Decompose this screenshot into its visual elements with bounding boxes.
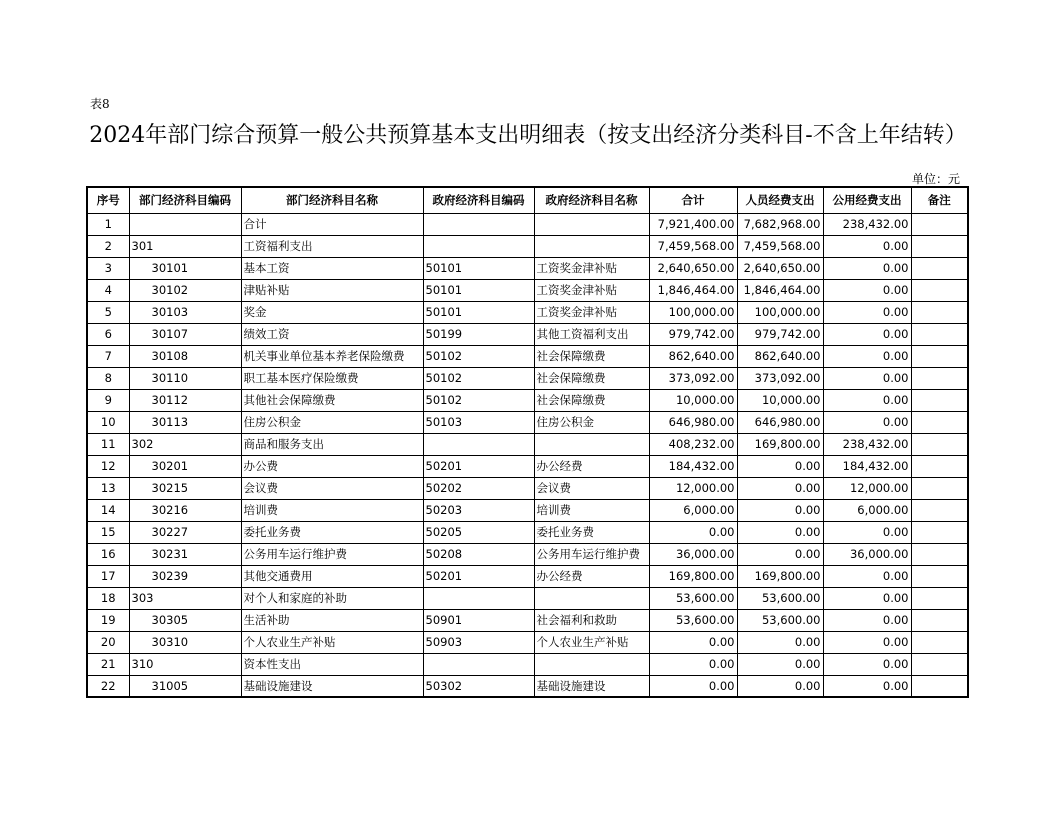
note-cell <box>911 235 968 257</box>
gov-code-cell: 50201 <box>423 455 534 477</box>
note-cell <box>911 455 968 477</box>
public-cell: 0.00 <box>823 279 911 301</box>
table-row <box>87 653 968 675</box>
dept-code-cell: 301 <box>129 235 241 257</box>
public-cell: 6,000.00 <box>823 499 911 521</box>
total-cell: 7,459,568.00 <box>649 235 737 257</box>
public-cell: 0.00 <box>823 367 911 389</box>
personnel-cell: 373,092.00 <box>737 367 823 389</box>
row-seq: 16 <box>87 543 129 565</box>
gov-name-cell: 社会保障缴费 <box>534 389 649 411</box>
note-cell <box>911 499 968 521</box>
dept-name-cell: 合计 <box>241 213 423 235</box>
dept-code-cell: 31005 <box>129 675 241 697</box>
dept-code-cell: 30113 <box>129 411 241 433</box>
dept-code-cell: 30215 <box>129 477 241 499</box>
row-seq: 4 <box>87 279 129 301</box>
table-row <box>87 367 968 389</box>
dept-name-cell: 其他交通费用 <box>241 565 423 587</box>
personnel-cell: 0.00 <box>737 521 823 543</box>
total-cell: 2,640,650.00 <box>649 257 737 279</box>
dept-name-cell: 住房公积金 <box>241 411 423 433</box>
column-header: 备注 <box>911 187 968 213</box>
note-cell <box>911 257 968 279</box>
table-row <box>87 279 968 301</box>
note-cell <box>911 411 968 433</box>
public-cell: 0.00 <box>823 257 911 279</box>
public-cell: 0.00 <box>823 565 911 587</box>
dept-code-cell: 30103 <box>129 301 241 323</box>
row-seq: 19 <box>87 609 129 631</box>
row-seq: 3 <box>87 257 129 279</box>
dept-name-cell: 基础设施建设 <box>241 675 423 697</box>
row-seq: 15 <box>87 521 129 543</box>
total-cell: 12,000.00 <box>649 477 737 499</box>
note-cell <box>911 609 968 631</box>
gov-code-cell: 50102 <box>423 389 534 411</box>
row-seq: 5 <box>87 301 129 323</box>
dept-name-cell: 培训费 <box>241 499 423 521</box>
total-cell: 53,600.00 <box>649 587 737 609</box>
total-cell: 979,742.00 <box>649 323 737 345</box>
table-row <box>87 257 968 279</box>
total-cell: 169,800.00 <box>649 565 737 587</box>
total-cell: 7,921,400.00 <box>649 213 737 235</box>
table-row <box>87 521 968 543</box>
total-cell: 862,640.00 <box>649 345 737 367</box>
public-cell: 0.00 <box>823 345 911 367</box>
note-cell <box>911 587 968 609</box>
gov-code-cell: 50302 <box>423 675 534 697</box>
column-header: 政府经济科目编码 <box>423 187 534 213</box>
total-cell: 0.00 <box>649 653 737 675</box>
public-cell: 184,432.00 <box>823 455 911 477</box>
personnel-cell: 0.00 <box>737 455 823 477</box>
dept-name-cell: 公务用车运行维护费 <box>241 543 423 565</box>
gov-code-cell <box>423 433 534 455</box>
public-cell: 0.00 <box>823 675 911 697</box>
note-cell <box>911 565 968 587</box>
total-cell: 1,846,464.00 <box>649 279 737 301</box>
note-cell <box>911 675 968 697</box>
note-cell <box>911 367 968 389</box>
total-cell: 0.00 <box>649 521 737 543</box>
total-cell: 0.00 <box>649 675 737 697</box>
dept-code-cell: 30231 <box>129 543 241 565</box>
gov-code-cell <box>423 653 534 675</box>
note-cell <box>911 389 968 411</box>
gov-name-cell: 社会保障缴费 <box>534 345 649 367</box>
gov-code-cell: 50203 <box>423 499 534 521</box>
public-cell: 0.00 <box>823 521 911 543</box>
column-header: 部门经济科目编码 <box>129 187 241 213</box>
gov-code-cell: 50101 <box>423 257 534 279</box>
dept-code-cell: 30216 <box>129 499 241 521</box>
personnel-cell: 2,640,650.00 <box>737 257 823 279</box>
gov-code-cell <box>423 587 534 609</box>
table-header-row <box>87 187 968 213</box>
dept-name-cell: 职工基本医疗保险缴费 <box>241 367 423 389</box>
personnel-cell: 53,600.00 <box>737 587 823 609</box>
gov-code-cell: 50101 <box>423 301 534 323</box>
note-cell <box>911 213 968 235</box>
gov-name-cell: 委托业务费 <box>534 521 649 543</box>
personnel-cell: 0.00 <box>737 631 823 653</box>
row-seq: 10 <box>87 411 129 433</box>
gov-name-cell: 工资奖金津补贴 <box>534 279 649 301</box>
personnel-cell: 7,459,568.00 <box>737 235 823 257</box>
gov-name-cell: 办公经费 <box>534 455 649 477</box>
dept-code-cell <box>129 213 241 235</box>
gov-code-cell: 50102 <box>423 367 534 389</box>
table-row <box>87 609 968 631</box>
dept-name-cell: 个人农业生产补贴 <box>241 631 423 653</box>
dept-code-cell: 30239 <box>129 565 241 587</box>
gov-name-cell <box>534 213 649 235</box>
table-row <box>87 433 968 455</box>
row-seq: 12 <box>87 455 129 477</box>
dept-code-cell: 30101 <box>129 257 241 279</box>
table-row <box>87 631 968 653</box>
note-cell <box>911 345 968 367</box>
column-header: 序号 <box>87 187 129 213</box>
dept-name-cell: 对个人和家庭的补助 <box>241 587 423 609</box>
gov-code-cell: 50199 <box>423 323 534 345</box>
total-cell: 184,432.00 <box>649 455 737 477</box>
dept-code-cell: 302 <box>129 433 241 455</box>
table-body <box>87 213 968 697</box>
table-row <box>87 323 968 345</box>
total-cell: 646,980.00 <box>649 411 737 433</box>
row-seq: 20 <box>87 631 129 653</box>
column-header: 政府经济科目名称 <box>534 187 649 213</box>
gov-code-cell: 50901 <box>423 609 534 631</box>
gov-name-cell: 会议费 <box>534 477 649 499</box>
row-seq: 11 <box>87 433 129 455</box>
dept-name-cell: 机关事业单位基本养老保险缴费 <box>241 345 423 367</box>
dept-code-cell: 30110 <box>129 367 241 389</box>
table-row <box>87 411 968 433</box>
dept-code-cell: 30305 <box>129 609 241 631</box>
gov-code-cell: 50201 <box>423 565 534 587</box>
public-cell: 0.00 <box>823 323 911 345</box>
column-header: 人员经费支出 <box>737 187 823 213</box>
gov-name-cell <box>534 653 649 675</box>
gov-name-cell: 其他工资福利支出 <box>534 323 649 345</box>
dept-name-cell: 资本性支出 <box>241 653 423 675</box>
personnel-cell: 1,846,464.00 <box>737 279 823 301</box>
column-header: 公用经费支出 <box>823 187 911 213</box>
row-seq: 8 <box>87 367 129 389</box>
note-cell <box>911 323 968 345</box>
gov-name-cell <box>534 433 649 455</box>
row-seq: 21 <box>87 653 129 675</box>
dept-code-cell: 30227 <box>129 521 241 543</box>
gov-name-cell: 公务用车运行维护费 <box>534 543 649 565</box>
row-seq: 14 <box>87 499 129 521</box>
total-cell: 100,000.00 <box>649 301 737 323</box>
dept-code-cell: 30112 <box>129 389 241 411</box>
dept-name-cell: 其他社会保障缴费 <box>241 389 423 411</box>
gov-code-cell: 50208 <box>423 543 534 565</box>
gov-name-cell: 基础设施建设 <box>534 675 649 697</box>
dept-name-cell: 委托业务费 <box>241 521 423 543</box>
personnel-cell: 0.00 <box>737 653 823 675</box>
dept-name-cell: 会议费 <box>241 477 423 499</box>
personnel-cell: 646,980.00 <box>737 411 823 433</box>
gov-name-cell: 工资奖金津补贴 <box>534 301 649 323</box>
dept-name-cell: 工资福利支出 <box>241 235 423 257</box>
personnel-cell: 979,742.00 <box>737 323 823 345</box>
dept-code-cell: 30107 <box>129 323 241 345</box>
note-cell <box>911 301 968 323</box>
total-cell: 36,000.00 <box>649 543 737 565</box>
table-row <box>87 543 968 565</box>
gov-name-cell: 社会保障缴费 <box>534 367 649 389</box>
row-seq: 1 <box>87 213 129 235</box>
public-cell: 0.00 <box>823 301 911 323</box>
gov-code-cell: 50202 <box>423 477 534 499</box>
personnel-cell: 169,800.00 <box>737 565 823 587</box>
public-cell: 0.00 <box>823 235 911 257</box>
personnel-cell: 10,000.00 <box>737 389 823 411</box>
personnel-cell: 0.00 <box>737 499 823 521</box>
table-row <box>87 213 968 235</box>
dept-code-cell: 30310 <box>129 631 241 653</box>
dept-code-cell: 30108 <box>129 345 241 367</box>
public-cell: 238,432.00 <box>823 433 911 455</box>
dept-name-cell: 商品和服务支出 <box>241 433 423 455</box>
gov-code-cell: 50103 <box>423 411 534 433</box>
personnel-cell: 0.00 <box>737 543 823 565</box>
dept-name-cell: 绩效工资 <box>241 323 423 345</box>
total-cell: 53,600.00 <box>649 609 737 631</box>
unit-label: 单位：元 <box>912 172 961 186</box>
public-cell: 0.00 <box>823 631 911 653</box>
note-cell <box>911 543 968 565</box>
personnel-cell: 862,640.00 <box>737 345 823 367</box>
budget-table <box>86 186 969 698</box>
dept-code-cell: 30102 <box>129 279 241 301</box>
total-cell: 373,092.00 <box>649 367 737 389</box>
dept-code-cell: 303 <box>129 587 241 609</box>
gov-name-cell: 个人农业生产补贴 <box>534 631 649 653</box>
row-seq: 18 <box>87 587 129 609</box>
gov-code-cell: 50903 <box>423 631 534 653</box>
row-seq: 17 <box>87 565 129 587</box>
column-header: 合计 <box>649 187 737 213</box>
total-cell: 6,000.00 <box>649 499 737 521</box>
table-row <box>87 499 968 521</box>
personnel-cell: 0.00 <box>737 675 823 697</box>
personnel-cell: 100,000.00 <box>737 301 823 323</box>
table-row <box>87 455 968 477</box>
gov-code-cell <box>423 213 534 235</box>
public-cell: 238,432.00 <box>823 213 911 235</box>
personnel-cell: 53,600.00 <box>737 609 823 631</box>
gov-name-cell: 住房公积金 <box>534 411 649 433</box>
gov-name-cell: 工资奖金津补贴 <box>534 257 649 279</box>
gov-code-cell: 50102 <box>423 345 534 367</box>
note-cell <box>911 433 968 455</box>
table-row <box>87 675 968 697</box>
note-cell <box>911 521 968 543</box>
table-row <box>87 235 968 257</box>
gov-name-cell <box>534 587 649 609</box>
dept-code-cell: 310 <box>129 653 241 675</box>
row-seq: 9 <box>87 389 129 411</box>
personnel-cell: 169,800.00 <box>737 433 823 455</box>
public-cell: 0.00 <box>823 653 911 675</box>
table-row <box>87 477 968 499</box>
gov-name-cell <box>534 235 649 257</box>
table-row <box>87 565 968 587</box>
note-cell <box>911 653 968 675</box>
page-title: 2024年部门综合预算一般公共预算基本支出明细表（按支出经济分类科目-不含上年结转） <box>89 123 967 148</box>
row-seq: 2 <box>87 235 129 257</box>
gov-code-cell <box>423 235 534 257</box>
gov-code-cell: 50205 <box>423 521 534 543</box>
dept-name-cell: 津贴补贴 <box>241 279 423 301</box>
dept-name-cell: 生活补助 <box>241 609 423 631</box>
gov-name-cell: 培训费 <box>534 499 649 521</box>
gov-name-cell: 社会福利和救助 <box>534 609 649 631</box>
note-cell <box>911 279 968 301</box>
total-cell: 0.00 <box>649 631 737 653</box>
row-seq: 13 <box>87 477 129 499</box>
row-seq: 22 <box>87 675 129 697</box>
note-cell <box>911 477 968 499</box>
note-cell <box>911 631 968 653</box>
public-cell: 0.00 <box>823 587 911 609</box>
personnel-cell: 0.00 <box>737 477 823 499</box>
row-seq: 7 <box>87 345 129 367</box>
dept-name-cell: 办公费 <box>241 455 423 477</box>
dept-name-cell: 基本工资 <box>241 257 423 279</box>
table-row <box>87 345 968 367</box>
table-row <box>87 301 968 323</box>
table-row <box>87 587 968 609</box>
public-cell: 0.00 <box>823 411 911 433</box>
personnel-cell: 7,682,968.00 <box>737 213 823 235</box>
total-cell: 408,232.00 <box>649 433 737 455</box>
table-row <box>87 389 968 411</box>
total-cell: 10,000.00 <box>649 389 737 411</box>
public-cell: 0.00 <box>823 609 911 631</box>
public-cell: 12,000.00 <box>823 477 911 499</box>
dept-name-cell: 奖金 <box>241 301 423 323</box>
row-seq: 6 <box>87 323 129 345</box>
gov-name-cell: 办公经费 <box>534 565 649 587</box>
public-cell: 0.00 <box>823 389 911 411</box>
public-cell: 36,000.00 <box>823 543 911 565</box>
dept-code-cell: 30201 <box>129 455 241 477</box>
table-number: 表8 <box>90 97 110 111</box>
gov-code-cell: 50101 <box>423 279 534 301</box>
column-header: 部门经济科目名称 <box>241 187 423 213</box>
